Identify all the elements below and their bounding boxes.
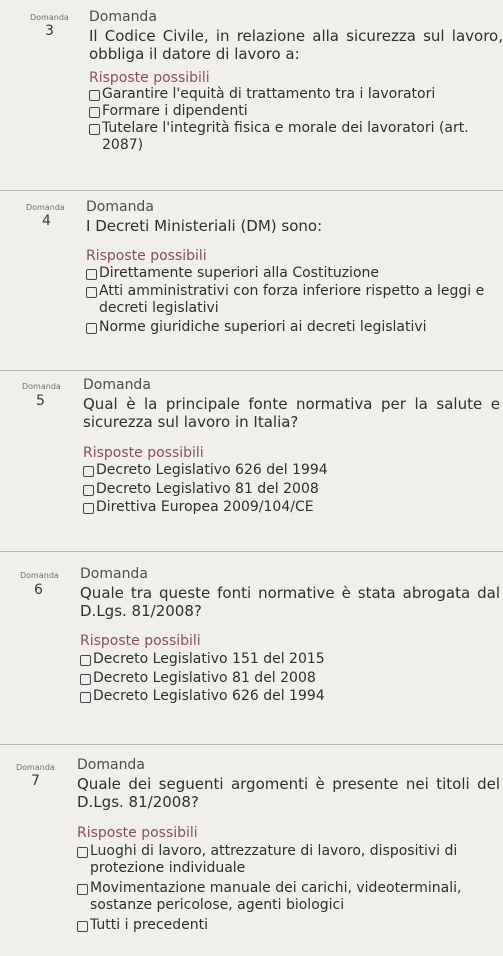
question-header: Domanda bbox=[77, 757, 145, 773]
answer-text: Movimentazione manuale dei carichi, videoterminali, sostanze pericolose, agenti biologici bbox=[90, 880, 462, 913]
answer-option[interactable] bbox=[83, 462, 500, 479]
answer-text: Decreto Legislativo 626 del 1994 bbox=[96, 462, 328, 478]
checkbox-icon bbox=[77, 847, 88, 858]
question-text: Quale dei seguenti argomenti è presente nei titoli del D.Lgs. 81/2008? bbox=[77, 775, 500, 811]
answer-option[interactable] bbox=[89, 103, 499, 120]
answer-option[interactable] bbox=[86, 265, 500, 282]
separator-line bbox=[0, 744, 503, 745]
checkbox-icon bbox=[83, 485, 94, 496]
answer-option[interactable] bbox=[80, 670, 500, 687]
question-header: Domanda bbox=[89, 9, 157, 25]
answer-text: Tutelare l'integrità fisica e morale dei lavoratori (art. 2087) bbox=[102, 120, 469, 153]
answer-text: Luoghi di lavoro, attrezzature di lavoro, dispositivi di protezione individuale bbox=[90, 843, 458, 876]
answers-header: Risposte possibili bbox=[77, 825, 198, 841]
checkbox-icon bbox=[83, 503, 94, 514]
question-text: Il Codice Civile, in relazione alla sicurezza sul lavoro, obbliga il datore di lavoro a: bbox=[89, 27, 503, 63]
answer-text: Garantire l'equità di trattamento tra i lavoratori bbox=[102, 86, 436, 102]
question-label: Domanda bbox=[16, 763, 55, 772]
answers-header: Risposte possibili bbox=[80, 633, 201, 649]
answer-option[interactable] bbox=[89, 86, 499, 103]
checkbox-icon bbox=[80, 692, 91, 703]
answer-text: Direttiva Europea 2009/104/CE bbox=[96, 499, 314, 515]
question-number: 4 bbox=[42, 213, 51, 229]
answers-header: Risposte possibili bbox=[83, 445, 204, 461]
checkbox-icon bbox=[77, 921, 88, 932]
answer-option[interactable] bbox=[83, 481, 500, 498]
question-label: Domanda bbox=[26, 203, 65, 212]
checkbox-icon bbox=[89, 124, 100, 135]
checkbox-icon bbox=[83, 466, 94, 477]
question-number: 6 bbox=[34, 582, 43, 598]
question-number: 5 bbox=[36, 393, 45, 409]
answer-text: Decreto Legislativo 81 del 2008 bbox=[96, 481, 319, 497]
question-text: I Decreti Ministeriali (DM) sono: bbox=[86, 217, 323, 235]
checkbox-icon bbox=[80, 655, 91, 666]
question-header: Domanda bbox=[80, 566, 148, 582]
separator-line bbox=[0, 370, 503, 371]
question-header: Domanda bbox=[86, 199, 154, 215]
checkbox-icon bbox=[77, 884, 88, 895]
answer-option[interactable] bbox=[83, 499, 500, 516]
answer-text: Formare i dipendenti bbox=[102, 103, 248, 119]
answer-text: Norme giuridiche superiori ai decreti legislativi bbox=[99, 319, 427, 335]
answers-header: Risposte possibili bbox=[89, 70, 210, 86]
checkbox-icon bbox=[89, 90, 100, 101]
answer-option[interactable] bbox=[80, 651, 500, 668]
answer-text: Decreto Legislativo 626 del 1994 bbox=[93, 688, 325, 704]
question-label: Domanda bbox=[22, 382, 61, 391]
checkbox-icon bbox=[86, 323, 97, 334]
answer-text: Tutti i precedenti bbox=[90, 917, 208, 933]
answer-text: Decreto Legislativo 81 del 2008 bbox=[93, 670, 316, 686]
answer-option[interactable] bbox=[86, 283, 500, 317]
answer-option[interactable] bbox=[77, 917, 500, 934]
checkbox-icon bbox=[89, 107, 100, 118]
question-text: Quale tra queste fonti normative è stata abrogata dal D.Lgs. 81/2008? bbox=[80, 584, 500, 620]
question-header: Domanda bbox=[83, 377, 151, 393]
answer-option[interactable] bbox=[80, 688, 500, 705]
question-label: Domanda bbox=[30, 13, 69, 22]
answer-option[interactable] bbox=[86, 319, 500, 336]
answer-text: Decreto Legislativo 151 del 2015 bbox=[93, 651, 325, 667]
question-label: Domanda bbox=[20, 571, 59, 580]
checkbox-icon bbox=[86, 269, 97, 280]
answer-text: Direttamente superiori alla Costituzione bbox=[99, 265, 379, 281]
answer-option[interactable] bbox=[89, 120, 499, 154]
question-number: 3 bbox=[45, 23, 54, 39]
separator-line bbox=[0, 190, 503, 191]
checkbox-icon bbox=[80, 674, 91, 685]
checkbox-icon bbox=[86, 287, 97, 298]
answer-text: Atti amministrativi con forza inferiore rispetto a leggi e decreti legislativi bbox=[99, 283, 485, 316]
question-text: Qual è la principale fonte normativa per la salute e sicurezza sul lavoro in Italia? bbox=[83, 395, 500, 431]
separator-line bbox=[0, 551, 503, 552]
answer-option[interactable] bbox=[77, 880, 500, 914]
answers-header: Risposte possibili bbox=[86, 248, 207, 264]
answer-option[interactable] bbox=[77, 843, 500, 877]
question-number: 7 bbox=[31, 773, 40, 789]
